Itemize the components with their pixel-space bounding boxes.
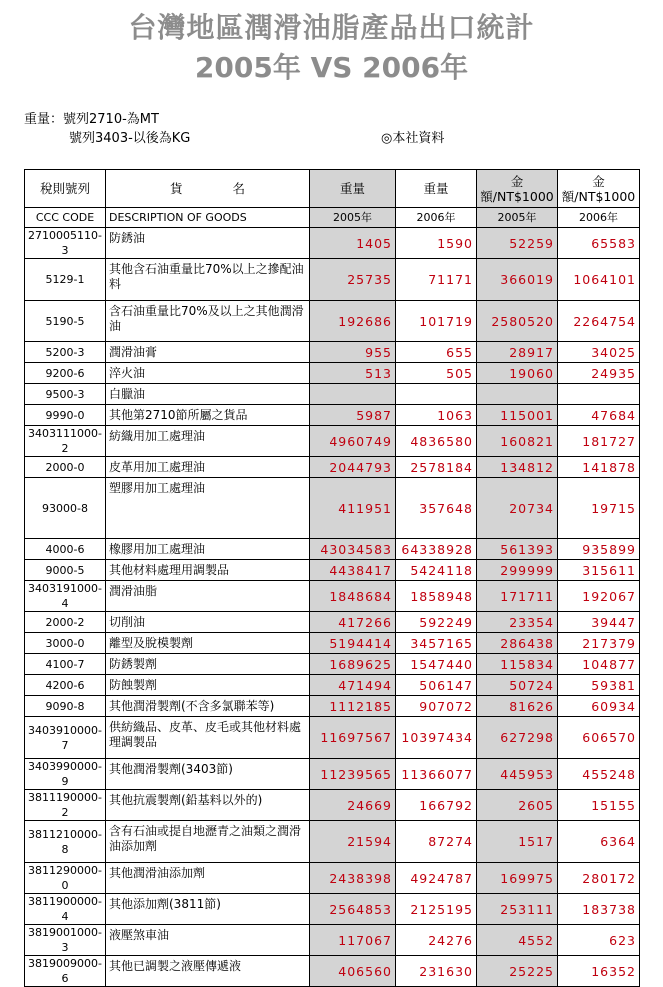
row-description: 含有石油或提自地瀝青之油類之潤滑油添加劑 bbox=[106, 821, 310, 863]
row-value-2005: 50724 bbox=[477, 675, 558, 696]
row-description: 其他潤滑製劑(不含多氯聯苯等) bbox=[106, 696, 310, 717]
table-row bbox=[25, 925, 640, 956]
table-row bbox=[25, 478, 640, 539]
row-weight-2005: 1405 bbox=[310, 228, 396, 259]
row-weight-2005: 1848684 bbox=[310, 581, 396, 612]
table-row bbox=[25, 863, 640, 894]
row-weight-2006: 4924787 bbox=[396, 863, 477, 894]
row-code: 93000-8 bbox=[25, 478, 106, 539]
row-value-2006: 39447 bbox=[558, 612, 640, 633]
row-weight-2005: 11697567 bbox=[310, 717, 396, 759]
row-value-2005: 28917 bbox=[477, 342, 558, 363]
row-weight-2006: 1590 bbox=[396, 228, 477, 259]
row-value-2006: 217379 bbox=[558, 633, 640, 654]
row-description: 供紡織品、皮革、皮毛或其他材料處理調製品 bbox=[106, 717, 310, 759]
row-weight-2006: 1547440 bbox=[396, 654, 477, 675]
row-weight-2005 bbox=[310, 384, 396, 405]
row-weight-2005: 2044793 bbox=[310, 457, 396, 478]
row-weight-2006: 71171 bbox=[396, 259, 477, 301]
row-value-2006: 183738 bbox=[558, 894, 640, 925]
header-year-2005-weight: 2005年 bbox=[310, 208, 396, 228]
row-value-2006: 65583 bbox=[558, 228, 640, 259]
row-value-2005: 169975 bbox=[477, 863, 558, 894]
table-row bbox=[25, 426, 640, 457]
row-description: 其他已調製之液壓傳遞液 bbox=[106, 956, 310, 987]
header-year-2006-weight: 2006年 bbox=[396, 208, 477, 228]
row-description: 其他潤滑製劑(3403節) bbox=[106, 759, 310, 790]
row-weight-2006: 11366077 bbox=[396, 759, 477, 790]
row-value-2005: 627298 bbox=[477, 717, 558, 759]
row-weight-2006: 357648 bbox=[396, 478, 477, 539]
table-row bbox=[25, 759, 640, 790]
row-value-2005: 299999 bbox=[477, 560, 558, 581]
row-value-2006: 2264754 bbox=[558, 301, 640, 342]
table-row bbox=[25, 612, 640, 633]
table-row bbox=[25, 956, 640, 987]
row-value-2005: 160821 bbox=[477, 426, 558, 457]
row-description: 液壓煞車油 bbox=[106, 925, 310, 956]
row-weight-2005: 1112185 bbox=[310, 696, 396, 717]
row-weight-2005: 4438417 bbox=[310, 560, 396, 581]
row-value-2005: 19060 bbox=[477, 363, 558, 384]
row-description: 切削油 bbox=[106, 612, 310, 633]
row-code: 2000-0 bbox=[25, 457, 106, 478]
row-weight-2005: 117067 bbox=[310, 925, 396, 956]
row-value-2006: 280172 bbox=[558, 863, 640, 894]
header-value-2005: 金額/NT$1000 bbox=[477, 170, 558, 208]
row-weight-2006: 10397434 bbox=[396, 717, 477, 759]
header-code-en: CCC CODE bbox=[25, 208, 106, 228]
table-row bbox=[25, 581, 640, 612]
source-note: ◎本社資料 bbox=[381, 131, 445, 146]
row-code: 9500-3 bbox=[25, 384, 106, 405]
row-weight-2005: 411951 bbox=[310, 478, 396, 539]
table-row bbox=[25, 717, 640, 759]
row-value-2006: 24935 bbox=[558, 363, 640, 384]
row-value-2006: 192067 bbox=[558, 581, 640, 612]
row-weight-2006: 87274 bbox=[396, 821, 477, 863]
header-weight-2005: 重量 bbox=[310, 170, 396, 208]
table-row bbox=[25, 696, 640, 717]
row-value-2005: 253111 bbox=[477, 894, 558, 925]
header-weight-2006: 重量 bbox=[396, 170, 477, 208]
row-weight-2005: 25735 bbox=[310, 259, 396, 301]
row-weight-2006: 592249 bbox=[396, 612, 477, 633]
row-code: 3403191000-4 bbox=[25, 581, 106, 612]
table-row bbox=[25, 384, 640, 405]
row-value-2005: 115001 bbox=[477, 405, 558, 426]
row-code: 3811900000-4 bbox=[25, 894, 106, 925]
row-value-2006 bbox=[558, 384, 640, 405]
table-row bbox=[25, 342, 640, 363]
row-weight-2006: 64338928 bbox=[396, 539, 477, 560]
row-description: 防銹油 bbox=[106, 228, 310, 259]
row-description: 其他材料處理用調製品 bbox=[106, 560, 310, 581]
row-value-2006: 104877 bbox=[558, 654, 640, 675]
row-value-2005: 2605 bbox=[477, 790, 558, 821]
table-row bbox=[25, 259, 640, 301]
table-row bbox=[25, 228, 640, 259]
row-description: 紡織用加工處理油 bbox=[106, 426, 310, 457]
row-value-2006: 15155 bbox=[558, 790, 640, 821]
header-year-2005-value: 2005年 bbox=[477, 208, 558, 228]
row-value-2005: 286438 bbox=[477, 633, 558, 654]
row-weight-2005: 43034583 bbox=[310, 539, 396, 560]
row-value-2006: 141878 bbox=[558, 457, 640, 478]
row-value-2006: 455248 bbox=[558, 759, 640, 790]
row-weight-2006: 24276 bbox=[396, 925, 477, 956]
row-value-2006: 606570 bbox=[558, 717, 640, 759]
row-weight-2006: 101719 bbox=[396, 301, 477, 342]
table-row bbox=[25, 405, 640, 426]
row-value-2005: 366019 bbox=[477, 259, 558, 301]
row-weight-2006: 231630 bbox=[396, 956, 477, 987]
row-weight-2005: 955 bbox=[310, 342, 396, 363]
header-row bbox=[25, 170, 640, 208]
row-weight-2006: 166792 bbox=[396, 790, 477, 821]
export-statistics-table bbox=[24, 169, 640, 987]
row-code: 5190-5 bbox=[25, 301, 106, 342]
row-code: 9090-8 bbox=[25, 696, 106, 717]
row-description: 潤滑油膏 bbox=[106, 342, 310, 363]
row-value-2006: 1064101 bbox=[558, 259, 640, 301]
row-weight-2006: 907072 bbox=[396, 696, 477, 717]
row-value-2005: 134812 bbox=[477, 457, 558, 478]
row-description: 其他含石油重量比70%以上之摻配油料 bbox=[106, 259, 310, 301]
row-description: 橡膠用加工處理油 bbox=[106, 539, 310, 560]
row-value-2005: 115834 bbox=[477, 654, 558, 675]
row-weight-2005: 1689625 bbox=[310, 654, 396, 675]
row-weight-2006: 506147 bbox=[396, 675, 477, 696]
table-row bbox=[25, 675, 640, 696]
row-weight-2005: 417266 bbox=[310, 612, 396, 633]
row-description: 潤滑油脂 bbox=[106, 581, 310, 612]
row-value-2006: 315611 bbox=[558, 560, 640, 581]
row-value-2005 bbox=[477, 384, 558, 405]
table-row bbox=[25, 894, 640, 925]
header-year-2006-value: 2006年 bbox=[558, 208, 640, 228]
row-description: 防蝕製劑 bbox=[106, 675, 310, 696]
row-code: 2000-2 bbox=[25, 612, 106, 633]
table-row bbox=[25, 654, 640, 675]
row-description: 塑膠用加工處理油 bbox=[106, 478, 310, 539]
table-row bbox=[25, 821, 640, 863]
page-subtitle: 2005年 VS 2006年 bbox=[194, 51, 469, 84]
row-weight-2006: 2578184 bbox=[396, 457, 477, 478]
row-weight-2005: 406560 bbox=[310, 956, 396, 987]
row-value-2005: 4552 bbox=[477, 925, 558, 956]
header-row-english bbox=[25, 208, 640, 228]
row-value-2006: 935899 bbox=[558, 539, 640, 560]
row-value-2005: 23354 bbox=[477, 612, 558, 633]
row-code: 3811210000-8 bbox=[25, 821, 106, 863]
row-code: 3000-0 bbox=[25, 633, 106, 654]
row-weight-2006: 2125195 bbox=[396, 894, 477, 925]
row-weight-2006: 5424118 bbox=[396, 560, 477, 581]
row-weight-2006: 655 bbox=[396, 342, 477, 363]
row-value-2006: 623 bbox=[558, 925, 640, 956]
table-row bbox=[25, 457, 640, 478]
row-value-2006: 181727 bbox=[558, 426, 640, 457]
table-row bbox=[25, 363, 640, 384]
row-value-2005: 1517 bbox=[477, 821, 558, 863]
row-weight-2005: 2438398 bbox=[310, 863, 396, 894]
row-code: 3811190000-2 bbox=[25, 790, 106, 821]
row-description: 皮革用加工處理油 bbox=[106, 457, 310, 478]
row-weight-2005: 471494 bbox=[310, 675, 396, 696]
row-value-2006: 16352 bbox=[558, 956, 640, 987]
row-value-2006: 6364 bbox=[558, 821, 640, 863]
row-value-2006: 34025 bbox=[558, 342, 640, 363]
table-row bbox=[25, 633, 640, 654]
row-description: 其他第2710節所屬之貨品 bbox=[106, 405, 310, 426]
row-code: 9200-6 bbox=[25, 363, 106, 384]
row-code: 4200-6 bbox=[25, 675, 106, 696]
row-weight-2006: 3457165 bbox=[396, 633, 477, 654]
row-code: 9990-0 bbox=[25, 405, 106, 426]
row-code: 9000-5 bbox=[25, 560, 106, 581]
row-weight-2005: 4960749 bbox=[310, 426, 396, 457]
row-code: 3403990000-9 bbox=[25, 759, 106, 790]
row-value-2005: 20734 bbox=[477, 478, 558, 539]
row-description: 離型及脫模製劑 bbox=[106, 633, 310, 654]
table-row bbox=[25, 560, 640, 581]
row-description: 其他抗震製劑(鉛基料以外的) bbox=[106, 790, 310, 821]
header-goods-en: DESCRIPTION OF GOODS bbox=[106, 208, 310, 228]
header-goods: 貨 名 bbox=[106, 170, 310, 208]
page-title: 台灣地區潤滑油脂產品出口統計 bbox=[128, 11, 535, 44]
unit-note-2: 號列3403-以後為KG bbox=[69, 131, 191, 146]
row-value-2005: 81626 bbox=[477, 696, 558, 717]
row-value-2005: 25225 bbox=[477, 956, 558, 987]
row-code: 4000-6 bbox=[25, 539, 106, 560]
row-value-2005: 561393 bbox=[477, 539, 558, 560]
row-weight-2006: 1063 bbox=[396, 405, 477, 426]
row-description: 其他添加劑(3811節) bbox=[106, 894, 310, 925]
row-description: 其他潤滑油添加劑 bbox=[106, 863, 310, 894]
row-weight-2005: 11239565 bbox=[310, 759, 396, 790]
row-code: 3811290000-0 bbox=[25, 863, 106, 894]
row-weight-2005: 513 bbox=[310, 363, 396, 384]
row-weight-2005: 2564853 bbox=[310, 894, 396, 925]
row-value-2006: 59381 bbox=[558, 675, 640, 696]
header-value-2006: 金額/NT$1000 bbox=[558, 170, 640, 208]
row-weight-2006: 505 bbox=[396, 363, 477, 384]
row-value-2005: 2580520 bbox=[477, 301, 558, 342]
row-weight-2006 bbox=[396, 384, 477, 405]
row-value-2005: 445953 bbox=[477, 759, 558, 790]
unit-note-1: 重量：號列2710-為MT bbox=[24, 112, 159, 127]
row-value-2006: 47684 bbox=[558, 405, 640, 426]
table-row bbox=[25, 539, 640, 560]
row-code: 5200-3 bbox=[25, 342, 106, 363]
header-code: 稅則號列 bbox=[25, 170, 106, 208]
row-value-2006: 19715 bbox=[558, 478, 640, 539]
table-row bbox=[25, 301, 640, 342]
row-weight-2006: 4836580 bbox=[396, 426, 477, 457]
row-weight-2005: 5194414 bbox=[310, 633, 396, 654]
row-weight-2005: 192686 bbox=[310, 301, 396, 342]
row-code: 5129-1 bbox=[25, 259, 106, 301]
row-code: 4100-7 bbox=[25, 654, 106, 675]
table-row bbox=[25, 790, 640, 821]
row-code: 2710005110-3 bbox=[25, 228, 106, 259]
row-description: 白臘油 bbox=[106, 384, 310, 405]
row-weight-2005: 24669 bbox=[310, 790, 396, 821]
row-description: 含石油重量比70%及以上之其他潤滑油 bbox=[106, 301, 310, 342]
row-code: 3819009000-6 bbox=[25, 956, 106, 987]
row-description: 淬火油 bbox=[106, 363, 310, 384]
row-code: 3403910000-7 bbox=[25, 717, 106, 759]
row-code: 3403111000-2 bbox=[25, 426, 106, 457]
row-weight-2006: 1858948 bbox=[396, 581, 477, 612]
row-value-2005: 171711 bbox=[477, 581, 558, 612]
row-value-2005: 52259 bbox=[477, 228, 558, 259]
row-code: 3819001000-3 bbox=[25, 925, 106, 956]
row-weight-2005: 5987 bbox=[310, 405, 396, 426]
row-weight-2005: 21594 bbox=[310, 821, 396, 863]
row-value-2006: 60934 bbox=[558, 696, 640, 717]
row-description: 防銹製劑 bbox=[106, 654, 310, 675]
